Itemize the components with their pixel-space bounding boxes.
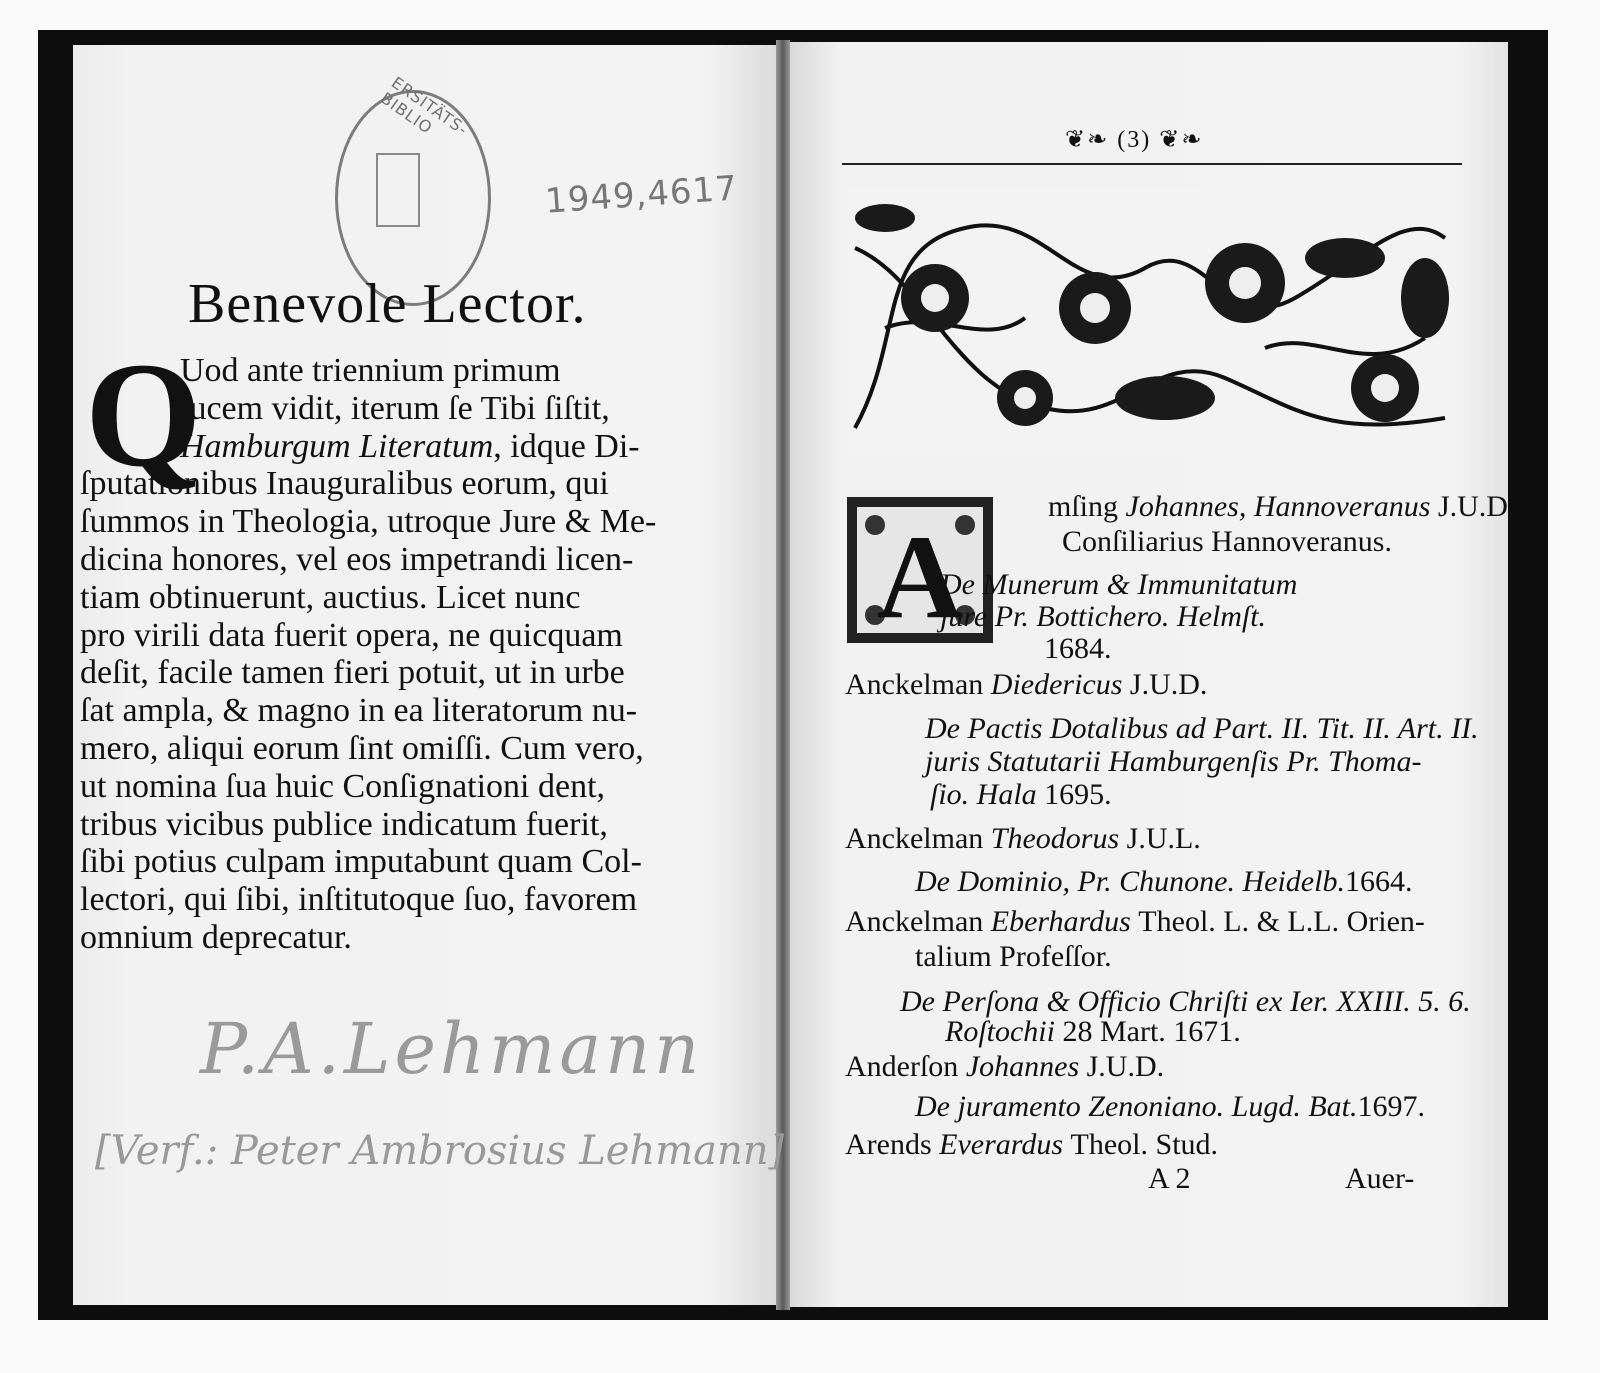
preface-line-rest: , idque Di- (493, 427, 640, 465)
preface-line: lectori, qui ſibi, inſtitutoque ſuo, favorem (80, 881, 638, 919)
preface-line: ut nomina ſua huic Conſignationi dent, (80, 767, 606, 805)
register-entry-line (845, 668, 1207, 702)
entry-rest: J.U.L. (1126, 822, 1201, 855)
book-gutter (776, 40, 790, 1310)
drop-cap: Q (85, 332, 202, 498)
preface-line: pro virili data fuerit opera, ne quicquam (80, 616, 623, 654)
entry-italic: De Perſona & Officio Chriſti ex Ier. XXIII. 5. 6. (900, 985, 1471, 1018)
entry-rest: J.U.D. (1437, 490, 1516, 523)
header-ornament-right-icon: ❦❧ (1151, 127, 1204, 153)
register-entry-line (900, 985, 1471, 1019)
preface-line (180, 428, 640, 466)
entry-rest: J.U.D. (1129, 668, 1208, 701)
register-entry-line (940, 568, 1297, 602)
entry-first: Anckelman (845, 905, 991, 938)
entry-rest: 1695. (1044, 778, 1112, 811)
register-entry-line (845, 1050, 1164, 1084)
entry-italic: Johannes, Hannoveranus (1125, 490, 1438, 523)
entry-rest: J.U.D. (1086, 1050, 1165, 1083)
entry-first: Anderſon (845, 1050, 966, 1083)
register-entry-line (945, 1015, 1241, 1049)
entry-italic: Theodorus (990, 822, 1127, 855)
entry-italic: Johannes (965, 1050, 1087, 1083)
entry-rest: 28 Mart. 1671. (1062, 1015, 1241, 1048)
register-entry-line (1062, 525, 1392, 559)
register-entry-line (930, 778, 1112, 812)
register-entry-line (925, 745, 1421, 779)
entry-first: 1684. (1044, 632, 1112, 665)
register-entry-line (915, 865, 1412, 899)
italic-title-phrase: Hamburgum Literatum (180, 427, 494, 465)
entry-rest: Theol. Stud. (1070, 1128, 1219, 1161)
handwritten-signature: P.A.Lehmann (200, 1008, 704, 1090)
signature-mark: A 2 (1148, 1162, 1191, 1195)
entry-rest: Theol. L. & L.L. Orien- (1138, 905, 1425, 938)
entry-italic: De juramento Zenoniano. Lugd. Bat. (915, 1090, 1358, 1123)
entry-italic: jure Pr. Bottichero. Helmſt. (940, 600, 1267, 633)
entry-first: Anckelman (845, 668, 991, 701)
entry-italic: Roſtochii (945, 1015, 1063, 1048)
register-entry-line (925, 712, 1479, 746)
preface-line: ſibi potius culpam imputabunt quam Col- (80, 843, 642, 881)
entry-italic: Diedericus (990, 668, 1130, 701)
preface-line: ſummos in Theologia, utroque Jure & Me- (80, 503, 657, 541)
register-entry-line (845, 905, 1425, 939)
entry-italic: Everardus (939, 1128, 1071, 1161)
entry-italic: juris Statutarii Hamburgenſis Pr. Thoma- (925, 745, 1422, 778)
initial-letter: A (876, 510, 964, 643)
preface-line: lucem vidit, iterum ſe Tibi ſiſtit, (180, 389, 610, 427)
preface-line: tiam obtinuerunt, auctius. Licet nunc (80, 578, 581, 616)
stamp-emblem-icon (376, 153, 420, 227)
register-entry-line (845, 1128, 1218, 1162)
shelfmark: 1949,4617 (543, 168, 740, 222)
register-entry-line (1048, 490, 1515, 524)
preface-line: deſit, facile tamen fieri potuit, ut in urbe (80, 654, 625, 692)
entry-first: mſing (1048, 490, 1126, 523)
preface-line: ſputationibus Inauguralibus eorum, qui (80, 465, 609, 503)
stamp-text: ERSITÄTS-BIBLIO (377, 72, 472, 140)
preface-line: Uod ante triennium primum (180, 352, 561, 389)
entry-first: Conſiliarius Hannoveranus. (1062, 525, 1392, 558)
preface-line: tribus vicibus publice indicatum fuerit, (80, 805, 608, 843)
entry-first: Arends (845, 1128, 940, 1161)
header-ornament-left-icon: ❦❧ (1065, 127, 1118, 153)
entry-first: talium Profeſſor. (915, 940, 1112, 973)
entry-rest: 1664. (1344, 865, 1413, 898)
entry-italic: ſio. Hala (930, 778, 1045, 811)
page-title: Benevole Lector. (188, 273, 587, 335)
entry-italic: De Munerum & Immunitatum (940, 568, 1298, 601)
handwritten-note: [Verf.: Peter Ambrosius Lehmann] (95, 1128, 785, 1174)
preface-line: omnium deprecatur. (80, 919, 352, 956)
running-header (1065, 125, 1203, 154)
entry-rest: 1697. (1357, 1090, 1425, 1123)
header-rule (842, 163, 1462, 165)
register-entry-line (940, 600, 1266, 634)
entry-italic: De Dominio, Pr. Chunone. Heidelb. (915, 865, 1345, 898)
entry-first: Anckelman (845, 822, 991, 855)
entry-italic: De Pactis Dotalibus ad Part. II. Tit. II. Art. II. (925, 712, 1479, 745)
entry-italic: Eberhardus (990, 905, 1139, 938)
preface-line: ſat ampla, & magno in ea literatorum nu- (80, 692, 638, 730)
preface-line: mero, aliqui eorum ſint omiſſi. Cum vero, (80, 730, 644, 767)
page-number: (3) (1117, 127, 1152, 153)
register-entry-line (845, 822, 1201, 856)
floral-headpiece-ornament (845, 188, 1457, 456)
register-entry-line (915, 940, 1112, 974)
register-entry-line (1044, 632, 1112, 666)
preface-line: dicina honores, vel eos impetrandi licen- (80, 541, 634, 578)
catchword: Auer- (1345, 1162, 1415, 1195)
register-entry-line (915, 1090, 1425, 1124)
